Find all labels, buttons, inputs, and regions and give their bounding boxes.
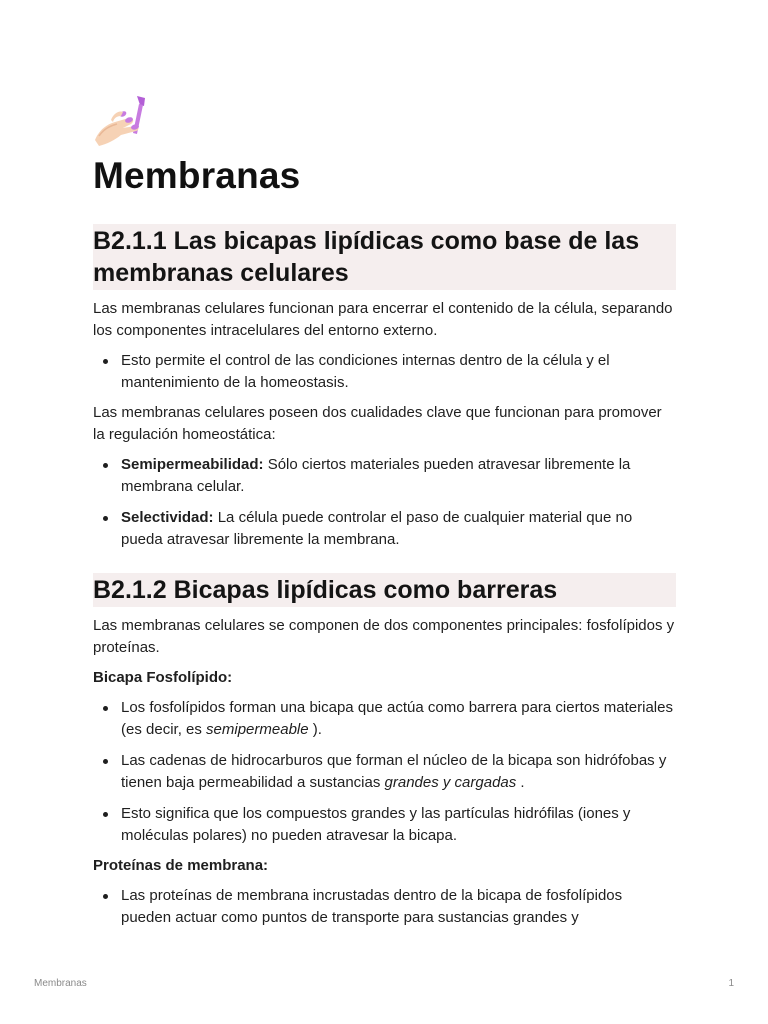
emphasis: semipermeable	[206, 721, 309, 738]
list-item	[93, 454, 676, 498]
paragraph: Las membranas celulares se componen de dos componentes principales: fosfolípidos y proteínas.	[93, 617, 675, 656]
list-item	[93, 507, 676, 551]
section-number: B2.1.1	[93, 227, 167, 255]
subheading: Bicapa Fosfolípido:	[93, 669, 233, 686]
list-item-term: Selectividad:	[121, 509, 214, 526]
section-title: Bicapas lipídicas como barreras	[173, 576, 558, 604]
list-item-term: Semipermeabilidad:	[121, 456, 264, 473]
list-item-text: La célula puede controlar el paso de cualquier material que no pueda atravesar libremente la membrana.	[121, 509, 633, 548]
section-heading-b2-1-2	[93, 573, 676, 607]
list-item-text: Los fosfolípidos forman una bicapa que actúa como barrera para ciertos materiales (es decir, es	[121, 699, 673, 738]
section-number: B2.1.2	[93, 576, 167, 604]
section-title: Las bicapas lipídicas como base de las membranas celulares	[93, 227, 640, 287]
list-item-text: Esto significa que los compuestos grandes y las partículas hidrófilas (iones y moléculas polares) no pueden atravesar la bicapa.	[121, 805, 631, 844]
list-item	[93, 885, 676, 929]
list-item-text: Esto permite el control de las condiciones internas dentro de la célula y el mantenimiento de la homeostasis.	[121, 352, 610, 391]
list-item-text: ).	[308, 721, 322, 738]
page-title: Membranas	[93, 155, 301, 196]
bullet-list	[93, 697, 676, 847]
nail-polish-icon	[93, 94, 149, 148]
list-item-text: Las cadenas de hidrocarburos que forman el núcleo de la bicapa son hidrófobas y tienen baja permeabilidad a sustancias	[121, 752, 667, 791]
list-item-text: .	[516, 774, 525, 791]
bullet-list	[93, 885, 676, 929]
list-item	[93, 803, 676, 847]
list-item	[93, 350, 676, 394]
footer-title: Membranas	[34, 978, 87, 989]
list-item	[93, 750, 676, 794]
page-number: 1	[728, 978, 734, 989]
list-item-text: Las proteínas de membrana incrustadas dentro de la bicapa de fosfolípidos pueden actuar como puntos de transporte para sustancias grandes y	[121, 887, 623, 926]
bullet-list	[93, 454, 676, 551]
section-heading-b2-1-1	[93, 224, 676, 290]
list-item	[93, 697, 676, 741]
paragraph: Las membranas celulares funcionan para encerrar el contenido de la célula, separando los componentes intracelulares del entorno externo.	[93, 300, 673, 339]
emphasis: grandes y cargadas	[384, 774, 517, 791]
list-item-text: Sólo ciertos materiales pueden atravesar libremente la membrana celular.	[121, 456, 631, 495]
paragraph: Las membranas celulares poseen dos cualidades clave que funcionan para promover la regulación homeostática:	[93, 404, 662, 443]
page-content	[93, 94, 676, 929]
bullet-list	[93, 350, 676, 394]
subheading: Proteínas de membrana:	[93, 857, 269, 874]
